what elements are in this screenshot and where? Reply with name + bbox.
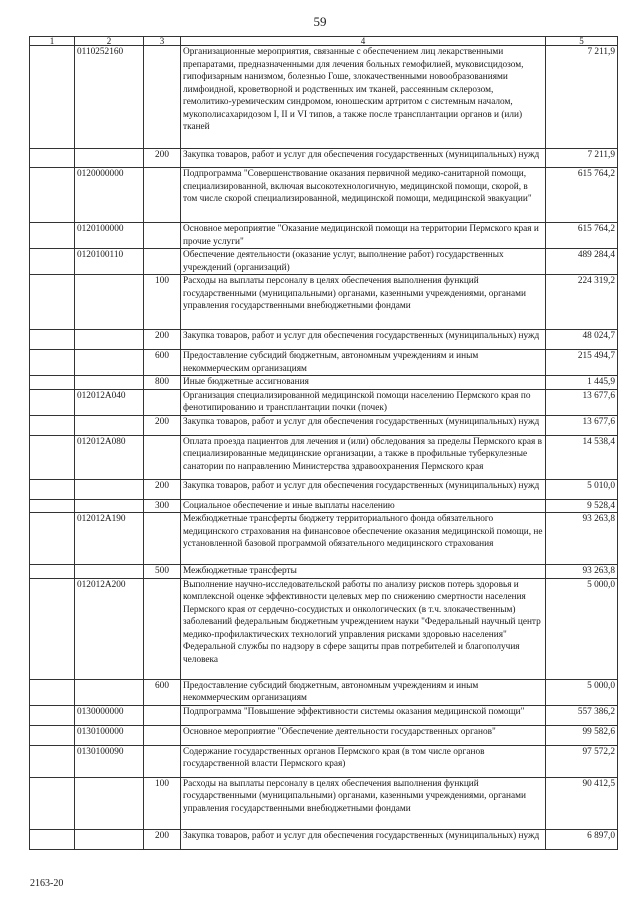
table-row	[30, 350, 618, 376]
item-name-cell: Организационные мероприятия, связанные с обеспечением лиц лекарственными препаратами, предназначенными для лечения больных гемофилией, муковисцидозом, гипофизарным нанизмом, болезнью Гоше, злокачественными новообразованиями лимфоидной, кроветворной и родственных им тканей, рассеянным склерозом, гемолитико-уремическим синдромом, юношеским артритом с системным началом, мукополисахаридозом I, II и VI типов, а также после трансплантации органов и (или) тканей	[181, 46, 546, 149]
table-row	[30, 725, 618, 745]
target-code-cell: 0130000000	[75, 705, 144, 725]
item-name-cell: Основное мероприятие "Обеспечение деятельности государственных органов"	[181, 725, 546, 745]
section-cell	[30, 777, 75, 829]
expense-type-cell: 800	[144, 376, 181, 390]
item-name-cell: Обеспечение деятельности (оказание услуг, выполнение работ) государственных учреждений (организаций)	[181, 249, 546, 275]
table-row	[30, 745, 618, 777]
expense-type-cell: 200	[144, 479, 181, 499]
table-row	[30, 376, 618, 390]
expense-type-cell: 600	[144, 679, 181, 705]
amount-cell: 13 677,6	[546, 389, 618, 415]
amount-cell: 93 263,8	[546, 565, 618, 579]
target-code-cell	[75, 499, 144, 513]
column-header: 1	[30, 37, 75, 46]
item-name-cell: Социальное обеспечение и иные выплаты населению	[181, 499, 546, 513]
amount-cell: 489 284,4	[546, 249, 618, 275]
amount-cell: 9 528,4	[546, 499, 618, 513]
amount-cell: 7 211,9	[546, 46, 618, 149]
item-name-cell: Подпрограмма "Повышение эффективности системы оказания медицинской помощи"	[181, 705, 546, 725]
amount-cell: 7 211,9	[546, 149, 618, 168]
table-row	[30, 149, 618, 168]
column-header-row	[30, 37, 618, 46]
amount-cell: 5 000,0	[546, 679, 618, 705]
amount-cell: 14 538,4	[546, 435, 618, 479]
expense-type-cell	[144, 725, 181, 745]
budget-table	[29, 36, 618, 850]
target-code-cell	[75, 149, 144, 168]
section-cell	[30, 223, 75, 249]
item-name-cell: Закупка товаров, работ и услуг для обеспечения государственных (муниципальных) нужд	[181, 829, 546, 849]
target-code-cell	[75, 275, 144, 330]
section-cell	[30, 725, 75, 745]
table-row	[30, 499, 618, 513]
amount-cell: 13 677,6	[546, 415, 618, 435]
table-row	[30, 829, 618, 849]
expense-type-cell	[144, 389, 181, 415]
section-cell	[30, 479, 75, 499]
item-name-cell: Организация специализированной медицинской помощи населению Пермского края по фенотипированию и трансплантации почки (почек)	[181, 389, 546, 415]
amount-cell: 99 582,6	[546, 725, 618, 745]
expense-type-cell: 300	[144, 499, 181, 513]
amount-cell: 1 445,9	[546, 376, 618, 390]
target-code-cell	[75, 679, 144, 705]
amount-cell: 6 897,0	[546, 829, 618, 849]
item-name-cell: Предоставление субсидий бюджетным, автономным учреждениям и иным некоммерческим организациям	[181, 350, 546, 376]
table-row	[30, 275, 618, 330]
table-row	[30, 777, 618, 829]
amount-cell: 5 010,0	[546, 479, 618, 499]
target-code-cell: 0120100110	[75, 249, 144, 275]
column-header: 3	[144, 37, 181, 46]
item-name-cell: Закупка товаров, работ и услуг для обеспечения государственных (муниципальных) нужд	[181, 330, 546, 350]
table-row	[30, 415, 618, 435]
document-code: 2163-20	[30, 878, 64, 889]
target-code-cell: 012012А190	[75, 513, 144, 565]
amount-cell: 48 024,7	[546, 330, 618, 350]
section-cell	[30, 565, 75, 579]
section-cell	[30, 513, 75, 565]
target-code-cell: 0110252160	[75, 46, 144, 149]
amount-cell: 615 764,2	[546, 223, 618, 249]
section-cell	[30, 350, 75, 376]
expense-type-cell	[144, 745, 181, 777]
item-name-cell: Расходы на выплаты персоналу в целях обеспечения выполнения функций государственными (муниципальными) органами, казенными учреждениями, органами управления государственными внебюджетными фондами	[181, 777, 546, 829]
expense-type-cell	[144, 168, 181, 223]
section-cell	[30, 46, 75, 149]
expense-type-cell: 200	[144, 330, 181, 350]
target-code-cell: 0130100090	[75, 745, 144, 777]
table-row	[30, 679, 618, 705]
section-cell	[30, 149, 75, 168]
target-code-cell: 012012А040	[75, 389, 144, 415]
expense-type-cell: 200	[144, 415, 181, 435]
table-row	[30, 249, 618, 275]
amount-cell: 97 572,2	[546, 745, 618, 777]
target-code-cell	[75, 777, 144, 829]
item-name-cell: Расходы на выплаты персоналу в целях обеспечения выполнения функций государственными (муниципальными) органами, казенными учреждениями, органами управления государственными внебюджетными фондами	[181, 275, 546, 330]
expense-type-cell	[144, 705, 181, 725]
table-row	[30, 168, 618, 223]
item-name-cell: Межбюджетные трансферты	[181, 565, 546, 579]
target-code-cell	[75, 565, 144, 579]
item-name-cell: Выполнение научно-исследовательской работы по анализу рисков потерь здоровья и комплексной оценке эффективности целевых мер по снижению смертности населения Пермского края от сердечно-сосудистых и онкологических (в т.ч. злокачественным) заболеваний федеральным бюджетным учреждением науки "Федеральный научный центр медико-профилактических технологий управления рисками здоровью населения" Федеральной службы по надзору в сфере защиты прав потребителей и благополучия человека	[181, 578, 546, 679]
item-name-cell: Закупка товаров, работ и услуг для обеспечения государственных (муниципальных) нужд	[181, 415, 546, 435]
expense-type-cell: 100	[144, 275, 181, 330]
table-row	[30, 479, 618, 499]
target-code-cell: 0120100000	[75, 223, 144, 249]
item-name-cell: Подпрограмма "Совершенствование оказания первичной медико-санитарной помощи, специализированной, включая высокотехнологичную, медицинской помощи, скорой, в том числе скорой специализированной, медицинской помощи, медицинской эвакуации"	[181, 168, 546, 223]
item-name-cell: Предоставление субсидий бюджетным, автономным учреждениям и иным некоммерческим организациям	[181, 679, 546, 705]
item-name-cell: Основное мероприятие "Оказание медицинской помощи на территории Пермского края и прочие услуги"	[181, 223, 546, 249]
table-row	[30, 513, 618, 565]
section-cell	[30, 249, 75, 275]
section-cell	[30, 435, 75, 479]
target-code-cell	[75, 479, 144, 499]
page-number: 59	[313, 14, 327, 29]
expense-type-cell: 100	[144, 777, 181, 829]
target-code-cell: 012012А080	[75, 435, 144, 479]
amount-cell: 224 319,2	[546, 275, 618, 330]
target-code-cell	[75, 330, 144, 350]
section-cell	[30, 415, 75, 435]
section-cell	[30, 679, 75, 705]
table-row	[30, 46, 618, 149]
amount-cell: 90 412,5	[546, 777, 618, 829]
expense-type-cell	[144, 46, 181, 149]
target-code-cell	[75, 829, 144, 849]
item-name-cell: Иные бюджетные ассигнования	[181, 376, 546, 390]
section-cell	[30, 330, 75, 350]
table-row	[30, 705, 618, 725]
section-cell	[30, 745, 75, 777]
item-name-cell: Межбюджетные трансферты бюджету территориального фонда обязательного медицинского страхования на финансовое обеспечение оказания медицинской помощи, не установленной базовой программой обязательного медицинского страхования	[181, 513, 546, 565]
expense-type-cell	[144, 249, 181, 275]
section-cell	[30, 829, 75, 849]
item-name-cell: Содержание государственных органов Пермского края (в том числе органов государственной власти Пермского края)	[181, 745, 546, 777]
item-name-cell: Оплата проезда пациентов для лечения и (или) обследования за пределы Пермского края в специализированные медицинские организации, а также в профильные туберкулезные санатории по направлению Министерства здравоохранения Пермского края	[181, 435, 546, 479]
column-header: 4	[181, 37, 546, 46]
table-body	[30, 46, 618, 850]
target-code-cell	[75, 415, 144, 435]
table-row	[30, 330, 618, 350]
target-code-cell: 012012А200	[75, 578, 144, 679]
target-code-cell: 0130100000	[75, 725, 144, 745]
item-name-cell: Закупка товаров, работ и услуг для обеспечения государственных (муниципальных) нужд	[181, 149, 546, 168]
section-cell	[30, 389, 75, 415]
target-code-cell	[75, 350, 144, 376]
expense-type-cell	[144, 578, 181, 679]
section-cell	[30, 376, 75, 390]
section-cell	[30, 578, 75, 679]
amount-cell: 615 764,2	[546, 168, 618, 223]
table-row	[30, 223, 618, 249]
section-cell	[30, 275, 75, 330]
expense-type-cell: 600	[144, 350, 181, 376]
expense-type-cell: 200	[144, 149, 181, 168]
target-code-cell: 0120000000	[75, 168, 144, 223]
amount-cell: 557 386,2	[546, 705, 618, 725]
table-row	[30, 578, 618, 679]
expense-type-cell	[144, 223, 181, 249]
item-name-cell: Закупка товаров, работ и услуг для обеспечения государственных (муниципальных) нужд	[181, 479, 546, 499]
section-cell	[30, 499, 75, 513]
column-header: 5	[546, 37, 618, 46]
amount-cell: 93 263,8	[546, 513, 618, 565]
table-row	[30, 565, 618, 579]
expense-type-cell	[144, 513, 181, 565]
table-row	[30, 435, 618, 479]
expense-type-cell	[144, 435, 181, 479]
section-cell	[30, 168, 75, 223]
table-row	[30, 389, 618, 415]
target-code-cell	[75, 376, 144, 390]
expense-type-cell: 200	[144, 829, 181, 849]
expense-type-cell: 500	[144, 565, 181, 579]
column-header: 2	[75, 37, 144, 46]
amount-cell: 5 000,0	[546, 578, 618, 679]
section-cell	[30, 705, 75, 725]
amount-cell: 215 494,7	[546, 350, 618, 376]
